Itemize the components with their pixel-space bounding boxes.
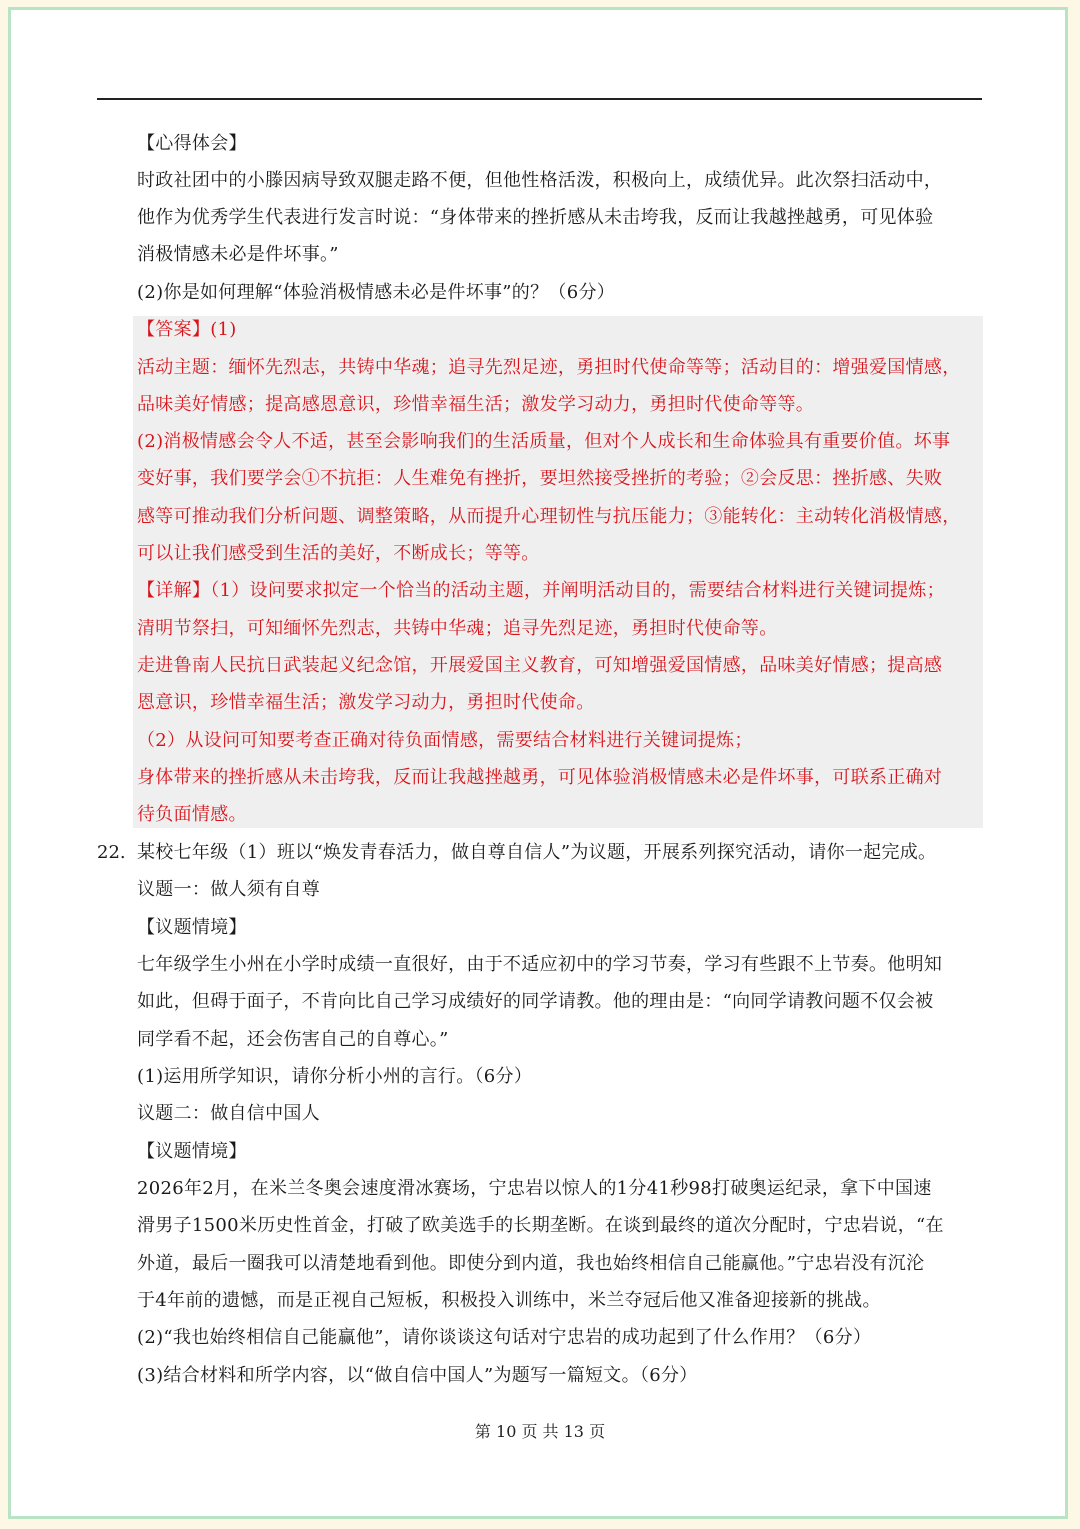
header-rule	[97, 98, 982, 100]
question-text: (2)你是如何理解“体验消极情感未必是件坏事”的？（6分）	[137, 282, 616, 303]
question-text: (3)结合材料和所学内容，以“做自信中国人”为题写一篇短文。（6分）	[137, 1365, 698, 1386]
topic-title: 议题一：做人须有自尊	[137, 879, 320, 900]
question-number: 22.	[97, 842, 126, 863]
context-line: 七年级学生小州在小学时成绩一直很好，由于不适应初中的学习节奏，学习有些跟不上节奏。他明知	[137, 954, 943, 975]
answer-line: (2)消极情感会令人不适，甚至会影响我们的生活质量，但对个人成长和生命体验具有重要价值。坏事	[137, 431, 951, 452]
answer-line: 品味美好情感；提高感恩意识，珍惜幸福生活；激发学习动力，勇担时代使命等等。	[137, 394, 815, 415]
context-heading: 【议题情境】	[137, 1141, 247, 1162]
context-line: 2026年2月，在米兰冬奥会速度滑冰赛场，宁忠岩以惊人的1分41秒98打破奥运纪录，拿下中国速	[137, 1178, 932, 1199]
section-heading: 【心得体会】	[137, 133, 247, 154]
question-intro: 某校七年级（1）班以“焕发青春活力，做自尊自信人”为议题，开展系列探究活动，请你一起完成。	[137, 842, 937, 863]
answer-line: 活动主题：缅怀先烈志，共铸中华魂；追寻先烈足迹，勇担时代使命等等；活动目的：增强爱国情感，	[137, 357, 961, 378]
context-line: 外道，最后一圈我可以清楚地看到他。即使分到内道，我也始终相信自己能赢他。”宁忠岩没有沉沦	[137, 1253, 925, 1274]
question-text: (1)运用所学知识，请你分析小州的言行。（6分）	[137, 1066, 533, 1087]
answer-label: 【答案】(1)	[137, 319, 237, 340]
context-heading: 【议题情境】	[137, 917, 247, 938]
question-text: (2)“我也始终相信自己能赢他”，请你谈谈这句话对宁忠岩的成功起到了什么作用？（6分）	[137, 1327, 872, 1348]
explanation-line: 走进鲁南人民抗日武装起义纪念馆，开展爱国主义教育，可知增强爱国情感，品味美好情感；提高感	[137, 655, 943, 676]
page-number: 第 10 页 共 13 页	[474, 1422, 606, 1441]
topic-title: 议题二：做自信中国人	[137, 1103, 320, 1124]
answer-line: 感等可推动我们分析问题、调整策略，从而提升心理韧性与抗压能力；③能转化：主动转化消极情感，	[137, 506, 961, 527]
explanation-line: 清明节祭扫，可知缅怀先烈志，共铸中华魂；追寻先烈足迹，勇担时代使命等。	[137, 618, 778, 639]
paragraph-line: 时政社团中的小滕因病导致双腿走路不便，但他性格活泼，积极向上，成绩优异。此次祭扫活动中，	[137, 170, 943, 191]
explanation-line: （2）从设问可知要考查正确对待负面情感，需要结合材料进行关键词提炼；	[137, 730, 753, 751]
explanation-line: 身体带来的挫折感从未击垮我，反而让我越挫越勇，可见体验消极情感未必是件坏事，可联系正确对	[137, 767, 943, 788]
answer-line: 可以让我们感受到生活的美好，不断成长；等等。	[137, 543, 540, 564]
explanation-line: 待负面情感。	[137, 804, 247, 825]
paragraph-line: 他作为优秀学生代表进行发言时说：“身体带来的挫折感从未击垮我，反而让我越挫越勇，可见体验	[137, 207, 934, 228]
context-line: 同学看不起，还会伤害自己的自尊心。”	[137, 1029, 449, 1050]
answer-line: 变好事，我们要学会①不抗拒：人生难免有挫折，要坦然接受挫折的考验；②会反思：挫折感、失败	[137, 468, 943, 489]
context-line: 于4年前的遗憾，而是正视自己短板，积极投入训练中，米兰夺冠后他又准备迎接新的挑战。	[137, 1290, 881, 1311]
explanation-line: 恩意识，珍惜幸福生活；激发学习动力，勇担时代使命。	[137, 692, 595, 713]
paragraph-line: 消极情感未必是件坏事。”	[137, 244, 339, 265]
explanation-line: 【详解】（1）设问要求拟定一个恰当的活动主题，并阐明活动目的，需要结合材料进行关键词提炼；	[137, 580, 945, 601]
context-line: 如此，但碍于面子，不肯向比自己学习成绩好的同学请教。他的理由是：“向同学请教问题不仅会被	[137, 991, 934, 1012]
context-line: 滑男子1500米历史性首金，打破了欧美选手的长期垄断。在谈到最终的道次分配时，宁忠岩说，“在	[137, 1215, 944, 1236]
